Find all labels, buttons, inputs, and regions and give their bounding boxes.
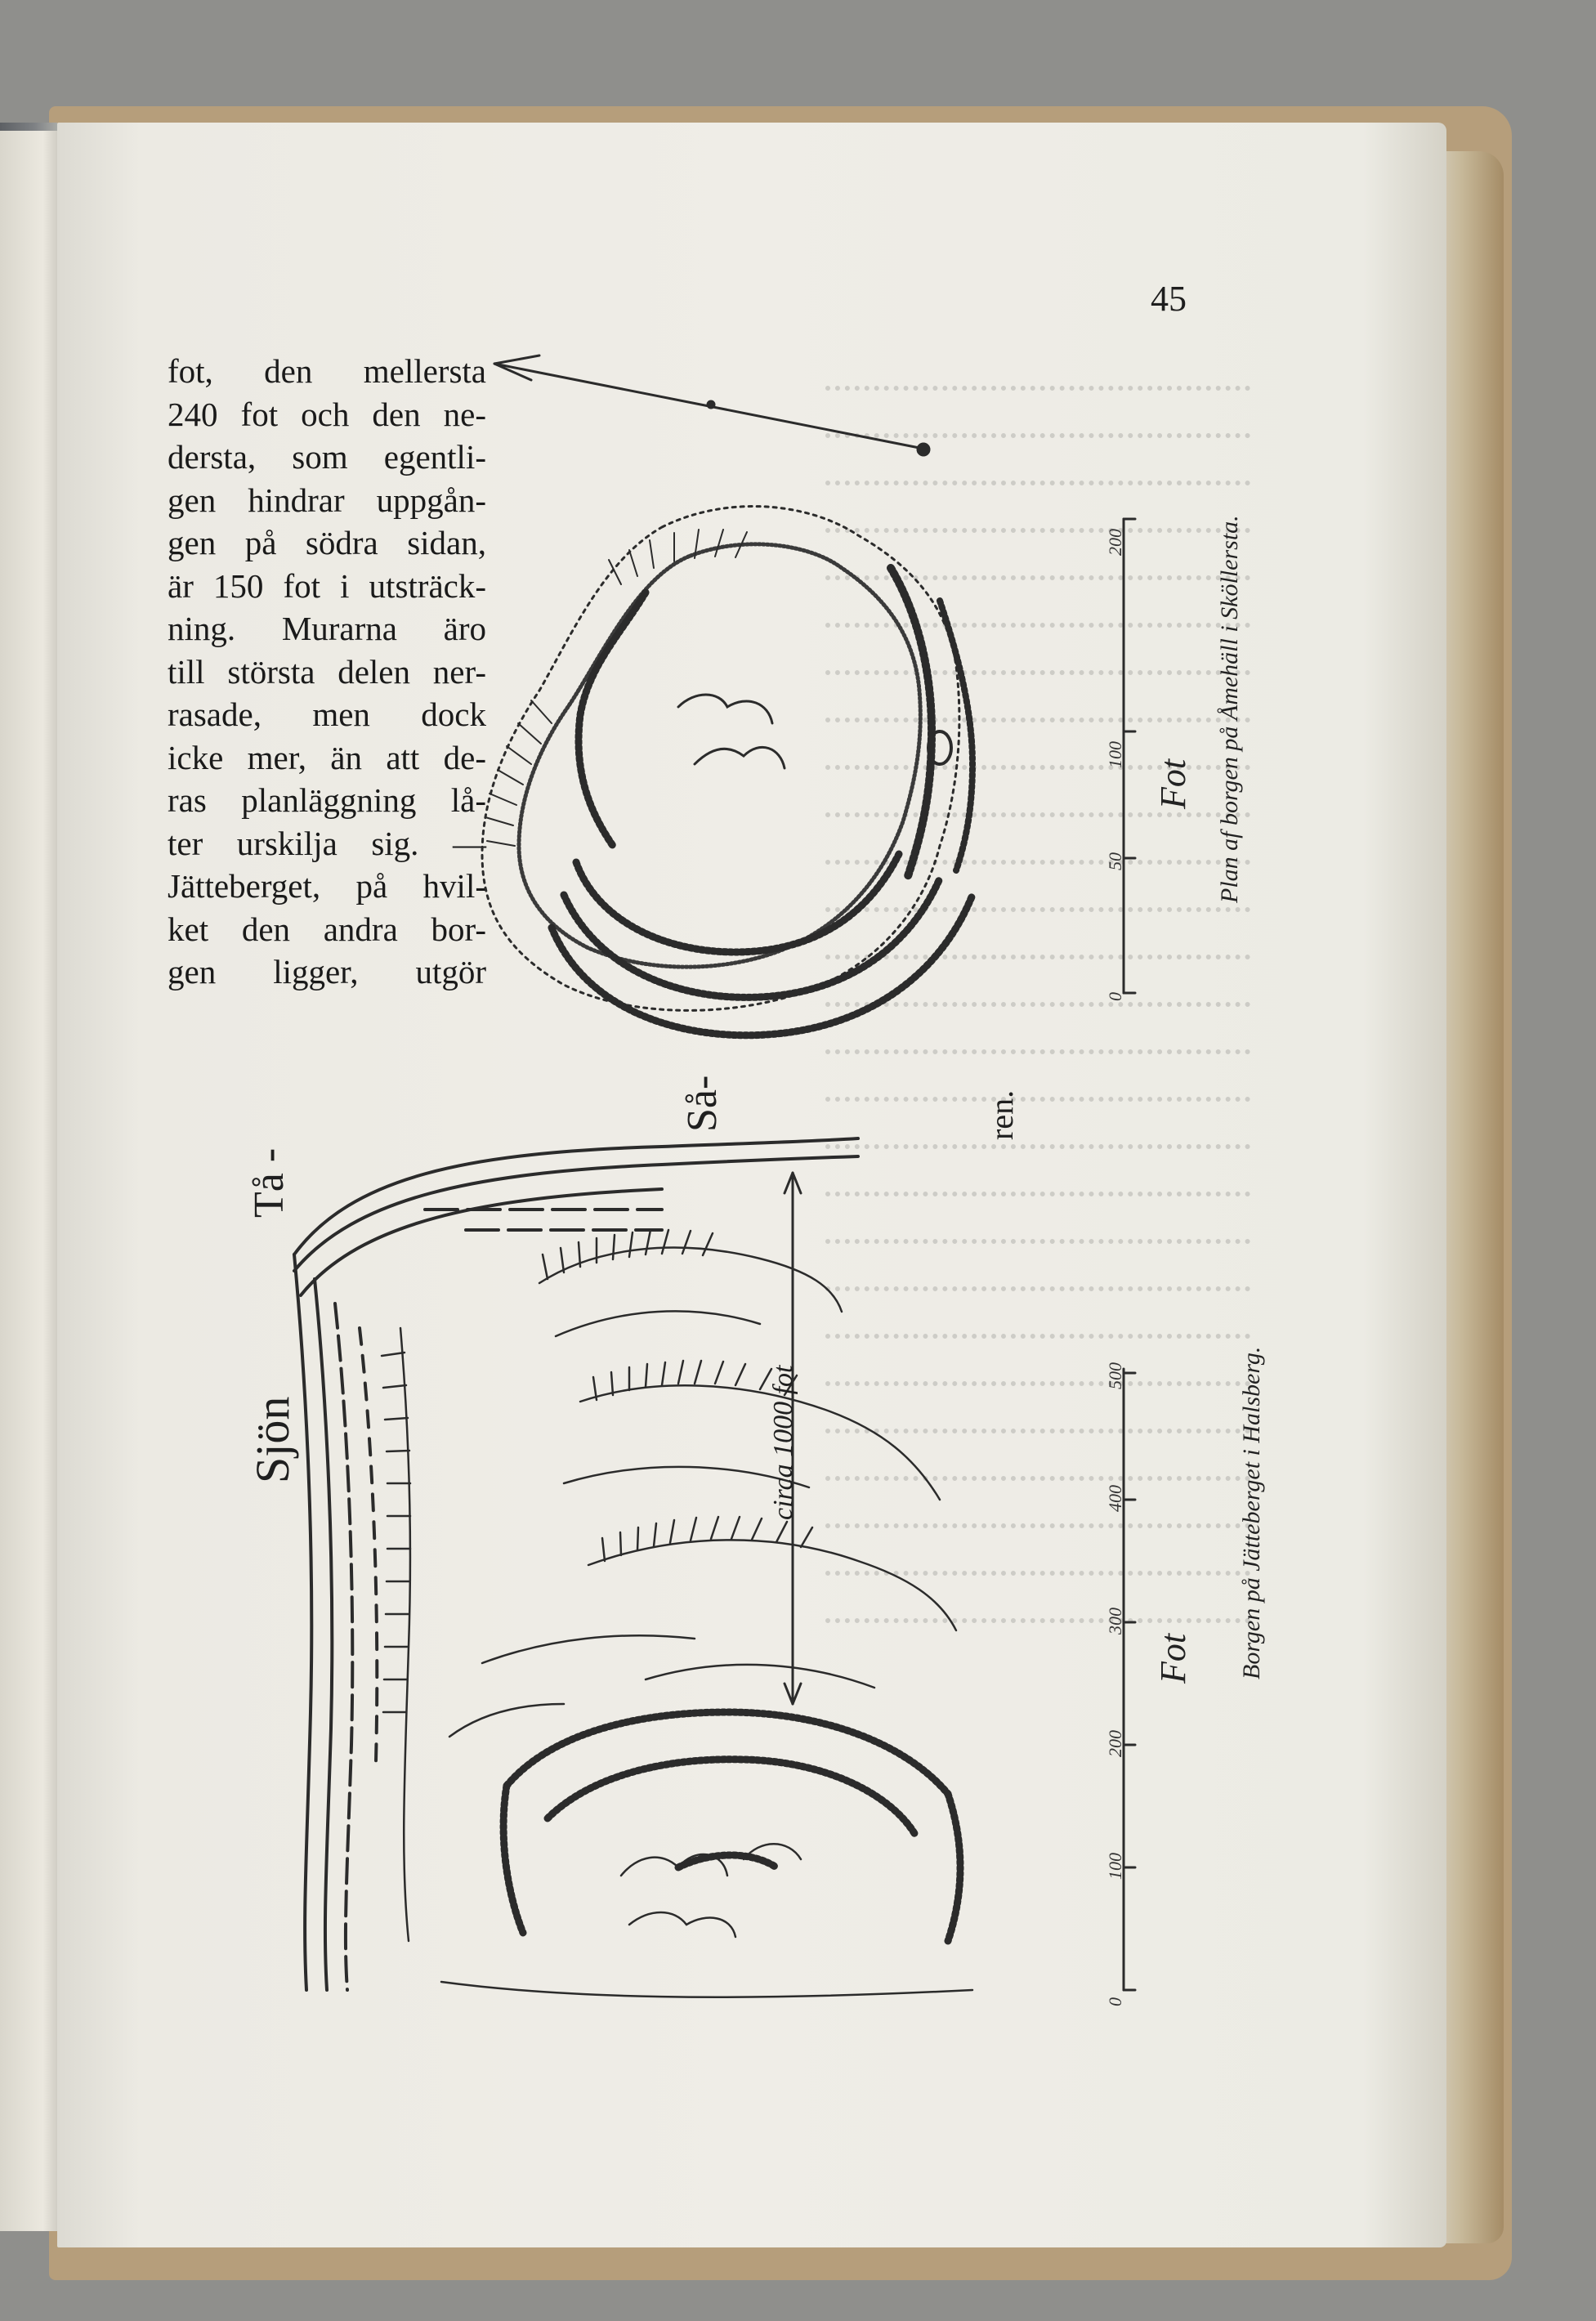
- map-label-lake-b: Tå -: [246, 1147, 293, 1218]
- text-line: 240 fot och den ne-: [168, 395, 486, 433]
- scale-tick: 100: [1105, 1853, 1125, 1880]
- scale-label-bottom: Fot: [1153, 1633, 1193, 1684]
- scale-tick: 200: [1105, 529, 1125, 556]
- map-label-lake-d: ren.: [983, 1089, 1020, 1140]
- bottom-scale-bar: [1124, 1369, 1135, 1990]
- scale-tick: 500: [1105, 1362, 1125, 1389]
- text-line: ras planläggning lå-: [168, 781, 486, 819]
- text-line: fot, den mellersta: [168, 352, 486, 390]
- text-line: rasade, men dock: [168, 695, 486, 733]
- text-line: ning. Murarna äro: [168, 610, 486, 647]
- orientation-pointer: [494, 356, 930, 456]
- text-line: är 150 fot i utsträck-: [168, 566, 486, 605]
- top-plan-hill: [482, 507, 972, 1035]
- bottom-plan-walls: [503, 1712, 960, 1941]
- text-line: Jätteberget, på hvil-: [168, 867, 486, 905]
- map-label-lake-c: Så-: [679, 1075, 726, 1132]
- scale-label-top: Fot: [1153, 758, 1193, 809]
- left-page-edge: [0, 131, 61, 2231]
- text-line: gen på södra sidan,: [168, 524, 486, 561]
- text-line: till största delen ner-: [168, 652, 486, 691]
- page-number: 45: [1151, 279, 1187, 319]
- text-line: icke mer, än att de-: [168, 738, 486, 776]
- bottom-plan-terraces: [382, 1230, 956, 1941]
- text-line: ter urskilja sig. —: [168, 824, 486, 862]
- text-line: ket den andra bor-: [168, 910, 486, 948]
- fortress-plans-illustration: [237, 323, 1258, 2055]
- figure-caption-top: Plan af borgen på Åmehäll i Sköllersta.: [1216, 515, 1243, 903]
- map-label-lake-a: Sjön: [246, 1396, 299, 1483]
- scale-tick: 100: [1105, 741, 1125, 768]
- scale-tick: 200: [1105, 1730, 1125, 1757]
- scale-tick: 0: [1105, 992, 1125, 1001]
- scale-tick: 50: [1105, 852, 1125, 870]
- scale-tick: 0: [1105, 1997, 1125, 2006]
- scale-tick: 400: [1105, 1485, 1125, 1512]
- scale-tick: 300: [1105, 1608, 1125, 1635]
- figure-caption-bottom: Borgen på Jätteberget i Halsberg.: [1238, 1346, 1265, 1679]
- text-line: gen hindrar uppgån-: [168, 481, 486, 519]
- text-line: gen ligger, utgör: [168, 953, 486, 991]
- text-line: dersta, som egentli-: [168, 438, 486, 476]
- map-dimension-label: circa 1000 fot: [768, 1365, 798, 1520]
